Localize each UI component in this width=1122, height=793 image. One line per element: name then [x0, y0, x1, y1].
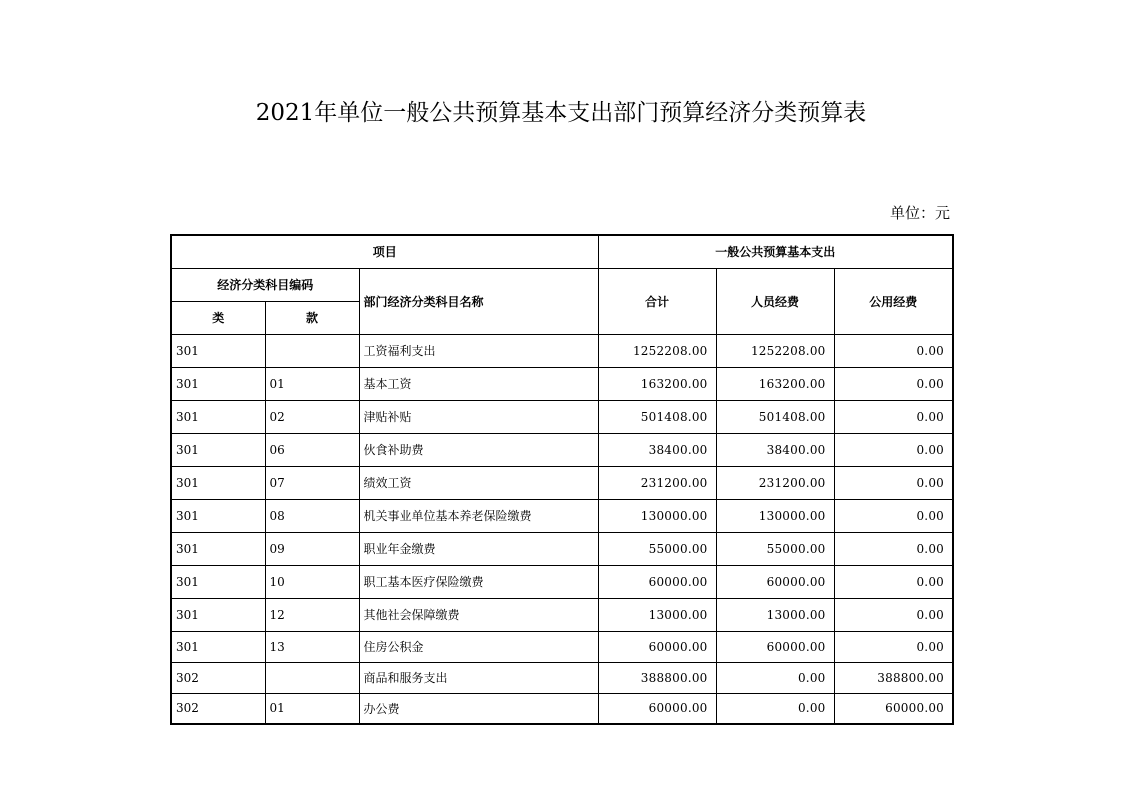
cell-total: 231200.00 [598, 466, 716, 499]
cell-category-code: 301 [171, 334, 265, 367]
cell-total: 55000.00 [598, 532, 716, 565]
cell-public: 0.00 [834, 433, 953, 466]
cell-item-code: 12 [265, 598, 359, 631]
cell-personnel: 0.00 [716, 693, 834, 724]
header-item: 款 [265, 301, 359, 334]
header-personnel: 人员经费 [716, 268, 834, 334]
cell-personnel: 130000.00 [716, 499, 834, 532]
header-dept-econ-name: 部门经济分类科目名称 [359, 268, 598, 334]
cell-item-name: 办公费 [359, 693, 598, 724]
cell-category-code: 301 [171, 400, 265, 433]
cell-item-code: 07 [265, 466, 359, 499]
cell-personnel: 55000.00 [716, 532, 834, 565]
cell-public: 0.00 [834, 631, 953, 662]
cell-public: 0.00 [834, 499, 953, 532]
cell-item-name: 工资福利支出 [359, 334, 598, 367]
cell-public: 60000.00 [834, 693, 953, 724]
page-title: 2021年单位一般公共预算基本支出部门预算经济分类预算表 [255, 100, 867, 126]
header-row-1 [171, 235, 953, 268]
cell-public: 0.00 [834, 367, 953, 400]
cell-public: 0.00 [834, 466, 953, 499]
header-general-budget: 一般公共预算基本支出 [598, 235, 953, 268]
cell-personnel: 13000.00 [716, 598, 834, 631]
cell-total: 13000.00 [598, 598, 716, 631]
cell-category-code: 301 [171, 367, 265, 400]
cell-personnel: 163200.00 [716, 367, 834, 400]
cell-item-code: 10 [265, 565, 359, 598]
header-public: 公用经费 [834, 268, 953, 334]
cell-category-code: 301 [171, 631, 265, 662]
cell-public: 0.00 [834, 334, 953, 367]
table-row [171, 598, 953, 631]
cell-public: 0.00 [834, 598, 953, 631]
cell-item-name: 伙食补助费 [359, 433, 598, 466]
cell-item-code: 08 [265, 499, 359, 532]
table-row [171, 400, 953, 433]
cell-item-name: 商品和服务支出 [359, 662, 598, 693]
cell-public: 388800.00 [834, 662, 953, 693]
cell-category-code: 301 [171, 499, 265, 532]
cell-personnel: 38400.00 [716, 433, 834, 466]
cell-public: 0.00 [834, 565, 953, 598]
cell-item-code: 06 [265, 433, 359, 466]
cell-personnel: 1252208.00 [716, 334, 834, 367]
cell-item-name: 基本工资 [359, 367, 598, 400]
cell-item-code: 01 [265, 693, 359, 724]
cell-category-code: 301 [171, 565, 265, 598]
cell-category-code: 301 [171, 466, 265, 499]
cell-category-code: 301 [171, 532, 265, 565]
table-row [171, 693, 953, 724]
cell-personnel: 0.00 [716, 662, 834, 693]
cell-item-code [265, 662, 359, 693]
cell-item-code: 02 [265, 400, 359, 433]
cell-item-name: 其他社会保障缴费 [359, 598, 598, 631]
cell-item-name: 住房公积金 [359, 631, 598, 662]
cell-item-name: 绩效工资 [359, 466, 598, 499]
cell-total: 501408.00 [598, 400, 716, 433]
cell-public: 0.00 [834, 532, 953, 565]
unit-label: 单位：元 [889, 204, 950, 222]
cell-total: 1252208.00 [598, 334, 716, 367]
cell-total: 130000.00 [598, 499, 716, 532]
table-row [171, 532, 953, 565]
cell-total: 163200.00 [598, 367, 716, 400]
cell-category-code: 301 [171, 598, 265, 631]
table-row [171, 433, 953, 466]
cell-total: 60000.00 [598, 693, 716, 724]
table-row [171, 334, 953, 367]
cell-category-code: 302 [171, 693, 265, 724]
cell-personnel: 231200.00 [716, 466, 834, 499]
cell-personnel: 60000.00 [716, 631, 834, 662]
cell-total: 388800.00 [598, 662, 716, 693]
cell-total: 60000.00 [598, 565, 716, 598]
table-row [171, 466, 953, 499]
header-project: 项目 [171, 235, 598, 268]
header-row-2 [171, 268, 953, 301]
table-row [171, 367, 953, 400]
cell-item-code: 13 [265, 631, 359, 662]
cell-category-code: 302 [171, 662, 265, 693]
header-econ-code: 经济分类科目编码 [171, 268, 359, 301]
cell-total: 38400.00 [598, 433, 716, 466]
table-row [171, 565, 953, 598]
table-row [171, 499, 953, 532]
header-category: 类 [171, 301, 265, 334]
cell-item-name: 机关事业单位基本养老保险缴费 [359, 499, 598, 532]
cell-total: 60000.00 [598, 631, 716, 662]
cell-item-code: 09 [265, 532, 359, 565]
table-row [171, 662, 953, 693]
cell-item-name: 津贴补贴 [359, 400, 598, 433]
header-total: 合计 [598, 268, 716, 334]
table-row [171, 631, 953, 662]
cell-personnel: 501408.00 [716, 400, 834, 433]
budget-table [170, 234, 954, 725]
cell-item-name: 职业年金缴费 [359, 532, 598, 565]
cell-item-code [265, 334, 359, 367]
cell-item-name: 职工基本医疗保险缴费 [359, 565, 598, 598]
cell-category-code: 301 [171, 433, 265, 466]
cell-personnel: 60000.00 [716, 565, 834, 598]
cell-public: 0.00 [834, 400, 953, 433]
cell-item-code: 01 [265, 367, 359, 400]
